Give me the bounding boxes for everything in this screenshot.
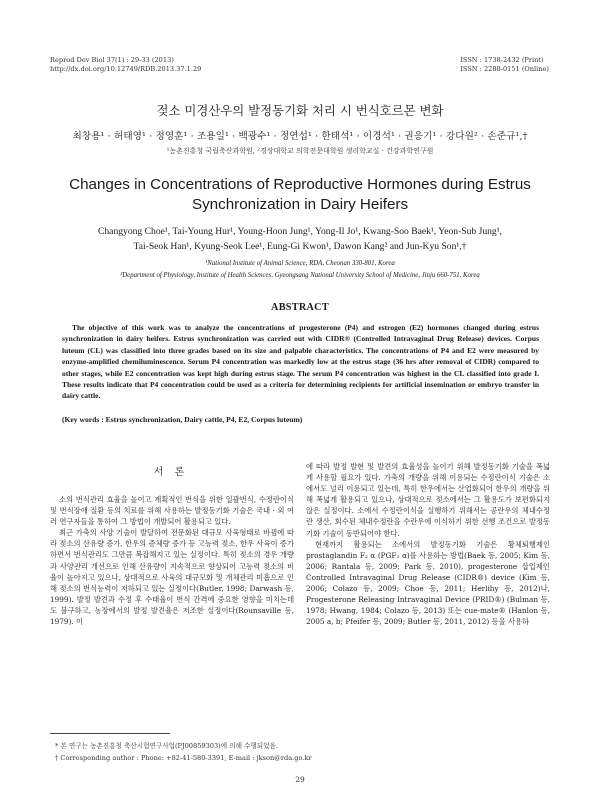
left-column xyxy=(50,494,294,627)
english-authors-line-2: Tai-Seok Han¹, Kyung-Seok Lee¹, Eung-Gi Kwon¹, Dawon Kang² and Jun-Kyu Son¹,† xyxy=(133,241,467,252)
intro-paragraph-1: 소의 번식관리 효율을 높이고 계획적인 번식을 위한 일괄번식, 수정란이식 및 번식장애 질환 등의 치료를 위해 사용하는 발정동기화 기술은 국내 · 외 여러 연구자들을 통하여 그 방법이 개발되어 활용되고 있다. xyxy=(50,495,294,527)
english-affiliations xyxy=(40,258,560,282)
right-column xyxy=(306,461,550,627)
intro-paragraph-2: 최근 가축의 사양 기술이 발달하여 전문화된 대규모 사육형태로 바뀜에 따라 젖소의 산유량 증가, 한우의 증체량 증가 등 고능력 젖소, 한우 사육이 증가하면서 번식관리도 그만큼 복잡해지고 있는 실정이다. 특히 젖소의 경우 개량과 사양관리 개선으로 인해 산유량이 지속적으로 향상되어 고능력 젖소의 비율이 높아지고 있으나, 상대적으로 사육의 대규모화 및 개체관리 미흡으로 인해 젖소의 번식능력이 저하되고 있는 실정이다(Butler, 1998; Darwash 등, 1999). 발정 발견과 수정 후 수태율이 번식 간격에 중요한 영향을 미치는데도 불구하고, 농장에서의 발정 발견율은 저조한 실정이다(Rounsaville 등, 1979). 이 xyxy=(50,528,294,627)
korean-title: 젖소 미경산우의 발정동기화 처리 시 번식호르몬 변화 xyxy=(156,103,444,118)
intro-paragraph-2-cont: 에 따라 발정 발현 및 발견의 효율성을 높이기 위해 발정동기화 기술을 폭넓게 사용할 필요가 있다. 가축의 개량을 위해 이용되는 수정란이식 기술은 소에서도 널리 이용되고 있는데, 특히 한우에서는 산업화되어 한우의 개량을 위해 폭넓게 활용되고 있으나, 상대적으로 젖소에서는 그 활용도가 보편화되지 않은 실정이다. 소에서 수정란이식을 실행하기 위해서는 공란우의 체내수정란 생산, 회수된 체내수정란을 수란우에 이식하기 위한 선행 조건으로 발정동기화 기술이 동반되어야 한다. xyxy=(306,462,550,538)
issn-print: ISSN : 1738-2432 (Print) xyxy=(460,56,544,64)
journal-citation xyxy=(50,56,201,74)
introduction-heading: 서 론 xyxy=(153,467,189,478)
korean-authors: 최창용¹ · 허태영¹ · 정영훈¹ · 조용일¹ · 백광수¹ · 정연섭¹ · 한태석¹ · 이경석¹ · 권응기¹ · 강다원² · 손준규¹,† xyxy=(72,131,528,142)
english-affiliation-2: ²Department of Physiology, Institute of Health Sciences, Gyeongsang National University School of Medicine, Jinju 660-751, Korea xyxy=(120,272,480,279)
doi-link[interactable]: http://dx.doi.org/10.12749/RDB.2013.37.1.29 xyxy=(50,65,202,73)
korean-affiliation: ¹농촌진흥청 국립축산과학원, ²경상대학교 의학전문대학원 생리학교실 · 건강과학연구원 xyxy=(166,147,434,155)
abstract-body: The objective of this work was to analyze the concentrations of progesterone (P4) and estrogen (E2) hormones changed during estrus synchronization in dairy heifers. Estrus synchronization was carried out with CIDR® (Controlled Intravaginal Drug Release) devices. Corpus luteum (CL) was classified into three grades based on its size and palpable characteristics. The concentrations of P4 and E2 were measured by enzyme-amplified chemiluminescence. Serum P4 concentration was markedly low at the estrus stage (36 hrs after removal of CIDR) compared to other stages, while E2 concentration was kept high during estrus stage. The serum P4 concentration was highest in the CL classified into grade I. These results indicate that P4 concentration could be used as a criteria for determining recipients for artificial insemination or embryo transfer in dairy cattle. xyxy=(62,323,539,401)
abstract-heading: ABSTRACT xyxy=(271,302,329,313)
english-title-line-2: Synchronization in Dairy Heifers xyxy=(191,196,409,213)
keywords: (Key words : Estrus synchronization, Dairy cattle, P4, E2, Corpus luteum) xyxy=(62,415,303,424)
english-title-line-1: Changes in Concentrations of Reproductive Hormones during Estrus xyxy=(69,176,531,193)
journal-line: Reprod Dev Biol 37(1) : 29-33 (2013) xyxy=(50,56,174,64)
issn-online: ISSN : 2288-0151 (Online) xyxy=(460,65,549,73)
english-authors xyxy=(40,224,560,254)
english-authors-line-1: Changyong Choe¹, Tai-Young Hur¹, Young-Hoon Jung¹, Yong-Il Jo¹, Kwang-Soo Baek¹, Yeon-Sub Jung¹, xyxy=(97,226,502,237)
issn-block xyxy=(460,56,549,74)
english-title xyxy=(0,175,600,215)
funding-footnote: * 본 연구는 농촌진흥청 축산시험연구사업(PJ00859303)에 의해 수행되었음. xyxy=(55,742,278,750)
intro-paragraph-3: 현재까지 활용되는 소에서의 발정동기화 기술은 황체퇴행제인 prostaglandin F₂ α (PGF₂ α)를 사용하는 방법(Baek 등, 2005; Kim 등, 2006; Rantala 등, 2009; Park 등, 2010), progesterone 삽입제인 Controlled Intravaginal Drug Release (CIDR®) device (Kim 등, 2006; Colazo 등, 2009; Choe 등, 2011; Herlihy 등, 2012)나, Progesterone Releasing Intravaginal Device (PRID®) (Bulman 등, 1978; Hwang, 1984; Colazo 등, 2013) 또는 cue-mate® (Hanlon 등, 2005 a, b; Pfeifer 등, 2009; Butler 등, 2011, 2012) 등을 사용하 xyxy=(306,539,550,627)
page-number: 29 xyxy=(295,775,305,784)
footnote-divider xyxy=(50,733,170,734)
corresponding-footnote: † Corresponding author : Phone: +82-41-580-3391, E-mail : jkson@rda.go.kr xyxy=(55,754,312,762)
english-affiliation-1: ¹National Institute of Animal Science, RDA, Cheonan 330-801, Korea xyxy=(205,260,395,267)
